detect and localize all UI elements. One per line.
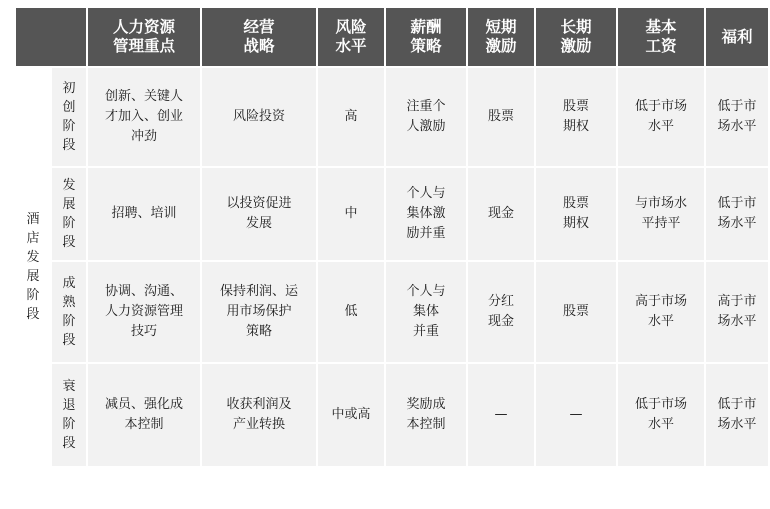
base-salary-cell: 低于市场 水平 bbox=[618, 364, 704, 466]
short-term-cell: — bbox=[468, 364, 534, 466]
hr-strategy-table bbox=[14, 6, 770, 468]
pay-policy-cell: 注重个 人激励 bbox=[386, 68, 466, 166]
long-term-cell: 股票 期权 bbox=[536, 168, 616, 260]
phase-cell: 成 熟 阶 段 bbox=[52, 262, 86, 362]
group-label: 酒 店 发 展 阶 段 bbox=[16, 68, 50, 466]
welfare-cell: 低于市 场水平 bbox=[706, 68, 768, 166]
base-salary-cell: 低于市场 水平 bbox=[618, 68, 704, 166]
table-row bbox=[16, 168, 768, 260]
strategy-cell: 风险投资 bbox=[202, 68, 316, 166]
header-row bbox=[16, 8, 768, 66]
header-short-term: 短期 激励 bbox=[468, 8, 534, 66]
header-long-term: 长期 激励 bbox=[536, 8, 616, 66]
base-salary-cell: 与市场水 平持平 bbox=[618, 168, 704, 260]
strategy-cell: 以投资促进 发展 bbox=[202, 168, 316, 260]
phase-cell: 初 创 阶 段 bbox=[52, 68, 86, 166]
hr-focus-cell: 创新、关键人 才加入、创业 冲劲 bbox=[88, 68, 200, 166]
hr-focus-cell: 招聘、培训 bbox=[88, 168, 200, 260]
hr-focus-cell: 协调、沟通、 人力资源管理 技巧 bbox=[88, 262, 200, 362]
short-term-cell: 现金 bbox=[468, 168, 534, 260]
phase-cell: 衰 退 阶 段 bbox=[52, 364, 86, 466]
pay-policy-cell: 奖励成 本控制 bbox=[386, 364, 466, 466]
table-row bbox=[16, 364, 768, 466]
risk-cell: 中 bbox=[318, 168, 384, 260]
welfare-cell: 低于市 场水平 bbox=[706, 168, 768, 260]
pay-policy-cell: 个人与 集体激 励并重 bbox=[386, 168, 466, 260]
hr-focus-cell: 减员、强化成 本控制 bbox=[88, 364, 200, 466]
long-term-cell: 股票 期权 bbox=[536, 68, 616, 166]
welfare-cell: 低于市 场水平 bbox=[706, 364, 768, 466]
header-corner bbox=[16, 8, 86, 66]
base-salary-cell: 高于市场 水平 bbox=[618, 262, 704, 362]
table-row bbox=[16, 262, 768, 362]
short-term-cell: 股票 bbox=[468, 68, 534, 166]
risk-cell: 高 bbox=[318, 68, 384, 166]
welfare-cell: 高于市 场水平 bbox=[706, 262, 768, 362]
strategy-cell: 收获利润及 产业转换 bbox=[202, 364, 316, 466]
risk-cell: 低 bbox=[318, 262, 384, 362]
header-strategy: 经营 战略 bbox=[202, 8, 316, 66]
header-pay-policy: 薪酬 策略 bbox=[386, 8, 466, 66]
short-term-cell: 分红 现金 bbox=[468, 262, 534, 362]
phase-cell: 发 展 阶 段 bbox=[52, 168, 86, 260]
long-term-cell: — bbox=[536, 364, 616, 466]
header-hr-focus: 人力资源 管理重点 bbox=[88, 8, 200, 66]
header-risk: 风险 水平 bbox=[318, 8, 384, 66]
long-term-cell: 股票 bbox=[536, 262, 616, 362]
pay-policy-cell: 个人与 集体 并重 bbox=[386, 262, 466, 362]
risk-cell: 中或高 bbox=[318, 364, 384, 466]
table-row bbox=[16, 68, 768, 166]
header-welfare: 福利 bbox=[706, 8, 768, 66]
strategy-cell: 保持利润、运 用市场保护 策略 bbox=[202, 262, 316, 362]
header-base-salary: 基本 工资 bbox=[618, 8, 704, 66]
